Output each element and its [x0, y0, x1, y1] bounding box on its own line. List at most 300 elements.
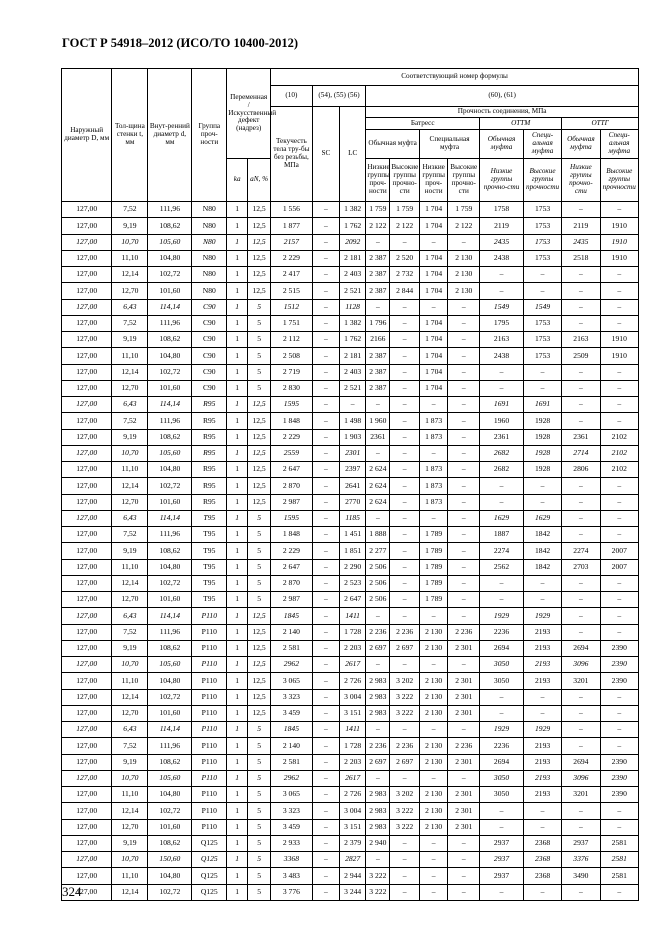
- table-cell: 2 983: [366, 787, 390, 803]
- table-cell: 5: [248, 819, 271, 835]
- table-cell: 2937: [480, 868, 524, 884]
- table-cell: –: [312, 218, 339, 234]
- table-cell: –: [562, 267, 600, 283]
- table-cell: 1842: [523, 543, 561, 559]
- table-cell: 1842: [523, 527, 561, 543]
- table-cell: 127,00: [62, 738, 112, 754]
- table-cell: –: [390, 884, 420, 900]
- table-cell: 2 229: [271, 543, 313, 559]
- table-cell: T95: [192, 527, 227, 543]
- table-cell: –: [600, 494, 638, 510]
- table-cell: 1: [227, 689, 248, 705]
- table-cell: –: [366, 234, 390, 250]
- table-cell: 11,10: [112, 462, 148, 478]
- table-cell: 2 387: [366, 348, 390, 364]
- table-cell: 1691: [523, 397, 561, 413]
- table-cell: 104,80: [148, 348, 192, 364]
- table-cell: 1 759: [448, 202, 480, 218]
- table-cell: 2 387: [366, 267, 390, 283]
- table-cell: –: [312, 348, 339, 364]
- table-cell: –: [600, 689, 638, 705]
- table-cell: 2438: [480, 348, 524, 364]
- table-cell: 127,00: [62, 397, 112, 413]
- table-cell: 2 697: [390, 754, 420, 770]
- table-row: [62, 657, 639, 673]
- table-cell: 5: [248, 543, 271, 559]
- table-cell: 127,00: [62, 640, 112, 656]
- table-cell: –: [562, 527, 600, 543]
- table-cell: 12,5: [248, 250, 271, 266]
- table-cell: 6,43: [112, 299, 148, 315]
- table-cell: 2193: [523, 657, 561, 673]
- table-cell: 1: [227, 624, 248, 640]
- table-cell: 3 222: [390, 689, 420, 705]
- table-cell: 105,60: [148, 657, 192, 673]
- table-cell: –: [600, 202, 638, 218]
- table-cell: 2 387: [366, 380, 390, 396]
- table-cell: 1753: [523, 234, 561, 250]
- table-cell: 1629: [523, 510, 561, 526]
- table-cell: 3 459: [271, 819, 313, 835]
- table-cell: 101,60: [148, 819, 192, 835]
- table-cell: 127,00: [62, 705, 112, 721]
- table-cell: 5: [248, 575, 271, 591]
- group-ottm: ОТТМ: [480, 118, 562, 130]
- table-cell: N80: [192, 202, 227, 218]
- table-row: [62, 478, 639, 494]
- table-cell: 2007: [600, 543, 638, 559]
- table-row: [62, 413, 639, 429]
- table-cell: –: [419, 299, 447, 315]
- table-cell: 1 498: [340, 413, 366, 429]
- table-cell: –: [448, 364, 480, 380]
- table-cell: 2 719: [271, 364, 313, 380]
- table-cell: 1753: [523, 348, 561, 364]
- table-cell: 6,43: [112, 722, 148, 738]
- table-cell: –: [312, 559, 339, 575]
- table-cell: 1: [227, 852, 248, 868]
- table-cell: –: [448, 543, 480, 559]
- table-cell: –: [419, 722, 447, 738]
- table-cell: 2157: [271, 234, 313, 250]
- table-cell: 2 944: [340, 868, 366, 884]
- table-cell: 12,70: [112, 283, 148, 299]
- table-cell: 127,00: [62, 689, 112, 705]
- table-row: [62, 722, 639, 738]
- table-cell: –: [562, 608, 600, 624]
- table-cell: 127,00: [62, 787, 112, 803]
- table-cell: 7,52: [112, 413, 148, 429]
- table-cell: 1629: [480, 510, 524, 526]
- table-cell: 11,10: [112, 868, 148, 884]
- table-cell: 2 130: [419, 705, 447, 721]
- col-lc: LC: [340, 107, 366, 202]
- table-cell: 1 704: [419, 348, 447, 364]
- table-cell: 127,00: [62, 445, 112, 461]
- table-cell: 108,62: [148, 835, 192, 851]
- table-cell: 12,5: [248, 478, 271, 494]
- table-cell: 2368: [523, 868, 561, 884]
- table-cell: 5: [248, 527, 271, 543]
- table-cell: 2 983: [366, 673, 390, 689]
- table-cell: 2 130: [419, 738, 447, 754]
- table-cell: 1 789: [419, 575, 447, 591]
- table-cell: 10,70: [112, 234, 148, 250]
- table-cell: P110: [192, 738, 227, 754]
- table-cell: 2962: [271, 657, 313, 673]
- table-cell: 1910: [600, 348, 638, 364]
- table-cell: 127,00: [62, 770, 112, 786]
- table-cell: 1549: [480, 299, 524, 315]
- table-row: [62, 494, 639, 510]
- table-cell: T95: [192, 592, 227, 608]
- table-cell: 12,14: [112, 267, 148, 283]
- table-cell: 1185: [340, 510, 366, 526]
- table-cell: –: [312, 852, 339, 868]
- table-cell: 3 222: [366, 868, 390, 884]
- table-cell: –: [562, 510, 600, 526]
- table-cell: P110: [192, 689, 227, 705]
- table-cell: 11,10: [112, 673, 148, 689]
- table-cell: –: [448, 527, 480, 543]
- table-cell: 2163: [480, 332, 524, 348]
- table-row: [62, 608, 639, 624]
- table-cell: 2694: [562, 640, 600, 656]
- table-cell: 1753: [523, 218, 561, 234]
- table-cell: 2770: [340, 494, 366, 510]
- table-cell: –: [562, 722, 600, 738]
- table-cell: –: [312, 868, 339, 884]
- table-cell: 12,70: [112, 380, 148, 396]
- table-cell: 1 728: [340, 624, 366, 640]
- table-cell: 2 229: [271, 250, 313, 266]
- table-cell: 114,14: [148, 510, 192, 526]
- table-cell: 1: [227, 559, 248, 575]
- table-cell: 2 181: [340, 348, 366, 364]
- table-cell: 3 065: [271, 787, 313, 803]
- table-cell: 102,72: [148, 689, 192, 705]
- table-cell: –: [390, 527, 420, 543]
- table-cell: 9,19: [112, 218, 148, 234]
- table-cell: –: [523, 803, 561, 819]
- table-cell: 2 521: [340, 283, 366, 299]
- table-cell: 12,5: [248, 673, 271, 689]
- table-cell: 1: [227, 315, 248, 331]
- table-body: [62, 202, 639, 901]
- buttress-regular-coupling: Обычная муфта: [366, 130, 420, 159]
- table-cell: 2 181: [340, 250, 366, 266]
- table-cell: 3 065: [271, 673, 313, 689]
- table-cell: –: [312, 624, 339, 640]
- table-cell: 1: [227, 705, 248, 721]
- table-cell: 2 236: [448, 738, 480, 754]
- table-cell: 1 789: [419, 543, 447, 559]
- table-cell: –: [419, 510, 447, 526]
- table-cell: 9,19: [112, 835, 148, 851]
- table-cell: 12,5: [248, 218, 271, 234]
- table-cell: 5: [248, 803, 271, 819]
- table-cell: –: [312, 722, 339, 738]
- table-cell: –: [419, 445, 447, 461]
- table-cell: 2193: [523, 640, 561, 656]
- table-cell: –: [312, 657, 339, 673]
- table-cell: 12,5: [248, 624, 271, 640]
- table-cell: 1 762: [340, 218, 366, 234]
- table-cell: –: [419, 397, 447, 413]
- table-cell: 1 762: [340, 332, 366, 348]
- table-cell: 5: [248, 852, 271, 868]
- col-an: aN, %: [248, 159, 271, 202]
- table-cell: 2 236: [390, 738, 420, 754]
- table-row: [62, 510, 639, 526]
- table-cell: 1: [227, 592, 248, 608]
- table-cell: 1: [227, 575, 248, 591]
- table-cell: 150,60: [148, 852, 192, 868]
- table-cell: 1: [227, 770, 248, 786]
- table-cell: –: [312, 819, 339, 835]
- table-cell: 104,80: [148, 673, 192, 689]
- table-cell: –: [600, 722, 638, 738]
- table-cell: 101,60: [148, 494, 192, 510]
- table-cell: 1595: [271, 510, 313, 526]
- table-cell: 127,00: [62, 315, 112, 331]
- table-cell: 114,14: [148, 722, 192, 738]
- table-cell: –: [562, 283, 600, 299]
- table-cell: –: [600, 624, 638, 640]
- table-cell: 1929: [523, 722, 561, 738]
- table-cell: 3 151: [340, 705, 366, 721]
- table-cell: 127,00: [62, 332, 112, 348]
- table-row: [62, 543, 639, 559]
- table-cell: 12,5: [248, 413, 271, 429]
- table-cell: 2 290: [340, 559, 366, 575]
- table-row: [62, 267, 639, 283]
- table-cell: 1 704: [419, 267, 447, 283]
- table-cell: –: [312, 705, 339, 721]
- table-cell: 5: [248, 348, 271, 364]
- table-cell: –: [448, 348, 480, 364]
- table-cell: –: [312, 267, 339, 283]
- table-cell: –: [390, 234, 420, 250]
- table-cell: –: [312, 283, 339, 299]
- table-cell: 2193: [523, 754, 561, 770]
- table-cell: 102,72: [148, 575, 192, 591]
- table-cell: P110: [192, 770, 227, 786]
- table-cell: P110: [192, 803, 227, 819]
- table-cell: 2361: [480, 429, 524, 445]
- table-cell: 2937: [562, 835, 600, 851]
- table-cell: 12,5: [248, 202, 271, 218]
- table-cell: –: [480, 705, 524, 721]
- table-cell: 2368: [523, 835, 561, 851]
- table-row: [62, 332, 639, 348]
- table-cell: 2518: [562, 250, 600, 266]
- table-cell: 1595: [271, 397, 313, 413]
- table-cell: 5: [248, 868, 271, 884]
- table-cell: 3490: [562, 868, 600, 884]
- table-row: [62, 380, 639, 396]
- table-cell: –: [448, 608, 480, 624]
- table-cell: 3 004: [340, 689, 366, 705]
- table-cell: 2 844: [390, 283, 420, 299]
- table-cell: 5: [248, 592, 271, 608]
- table-cell: 108,62: [148, 332, 192, 348]
- table-cell: –: [480, 494, 524, 510]
- table-cell: 1 704: [419, 202, 447, 218]
- table-cell: 1: [227, 332, 248, 348]
- table-cell: –: [448, 397, 480, 413]
- table-cell: R95: [192, 494, 227, 510]
- table-cell: 2 130: [419, 689, 447, 705]
- table-cell: 2 697: [366, 754, 390, 770]
- joint-strength: Прочность соединения, МПа: [366, 107, 639, 118]
- table-cell: 12,5: [248, 267, 271, 283]
- table-cell: 5: [248, 835, 271, 851]
- table-cell: R95: [192, 429, 227, 445]
- table-cell: 1 789: [419, 527, 447, 543]
- table-cell: –: [480, 283, 524, 299]
- table-cell: 2581: [600, 852, 638, 868]
- table-cell: –: [448, 413, 480, 429]
- table-cell: 2617: [340, 770, 366, 786]
- table-cell: 1128: [340, 299, 366, 315]
- col-formula-number: Соответствующий номер формулы: [271, 69, 639, 86]
- table-cell: 104,80: [148, 787, 192, 803]
- table-cell: 1: [227, 868, 248, 884]
- table-cell: 1: [227, 510, 248, 526]
- table-cell: 5: [248, 510, 271, 526]
- table-cell: 2361: [562, 429, 600, 445]
- table-cell: –: [366, 770, 390, 786]
- table-cell: –: [312, 640, 339, 656]
- table-cell: –: [312, 202, 339, 218]
- table-cell: –: [600, 575, 638, 591]
- table-cell: N80: [192, 218, 227, 234]
- table-cell: 2 506: [366, 592, 390, 608]
- table-cell: 1753: [523, 332, 561, 348]
- table-cell: –: [390, 543, 420, 559]
- table-cell: 2581: [600, 835, 638, 851]
- table-cell: 2 130: [419, 787, 447, 803]
- table-cell: N80: [192, 283, 227, 299]
- table-cell: 1910: [600, 250, 638, 266]
- table-cell: 6,43: [112, 510, 148, 526]
- table-cell: 2 140: [271, 624, 313, 640]
- table-row: [62, 218, 639, 234]
- table-cell: –: [390, 592, 420, 608]
- buttress-special-high: Высокие группы прочно-сти: [448, 159, 480, 202]
- table-cell: 127,00: [62, 575, 112, 591]
- table-cell: 2435: [562, 234, 600, 250]
- table-cell: 2 203: [340, 640, 366, 656]
- table-cell: 2193: [523, 673, 561, 689]
- table-cell: –: [312, 315, 339, 331]
- table-cell: 1 873: [419, 413, 447, 429]
- table-row: [62, 364, 639, 380]
- table-cell: –: [312, 413, 339, 429]
- table-cell: 1: [227, 608, 248, 624]
- table-cell: –: [448, 234, 480, 250]
- table-cell: 127,00: [62, 234, 112, 250]
- table-cell: 1: [227, 202, 248, 218]
- table-cell: 2 581: [271, 640, 313, 656]
- table-cell: 3 323: [271, 803, 313, 819]
- table-cell: 127,00: [62, 267, 112, 283]
- table-cell: 114,14: [148, 299, 192, 315]
- table-cell: –: [312, 250, 339, 266]
- ottm-high: Высокие группы прочности: [523, 159, 561, 202]
- table-cell: 5: [248, 770, 271, 786]
- table-cell: 114,14: [148, 608, 192, 624]
- table-cell: T95: [192, 559, 227, 575]
- table-cell: 2 112: [271, 332, 313, 348]
- table-cell: –: [523, 478, 561, 494]
- table-cell: 2 647: [271, 559, 313, 575]
- table-cell: C90: [192, 315, 227, 331]
- table-cell: 11,10: [112, 559, 148, 575]
- table-cell: –: [480, 267, 524, 283]
- table-cell: 2193: [523, 624, 561, 640]
- table-cell: 2 301: [448, 689, 480, 705]
- table-cell: 2 983: [366, 689, 390, 705]
- table-row: [62, 575, 639, 591]
- table-cell: 7,52: [112, 527, 148, 543]
- table-cell: 1 451: [340, 527, 366, 543]
- table-cell: 5: [248, 299, 271, 315]
- table-cell: 1512: [271, 299, 313, 315]
- table-cell: 1 382: [340, 315, 366, 331]
- table-cell: –: [600, 592, 638, 608]
- table-cell: 111,96: [148, 738, 192, 754]
- table-cell: 105,60: [148, 770, 192, 786]
- table-cell: 12,14: [112, 575, 148, 591]
- table-cell: 2 732: [390, 267, 420, 283]
- table-cell: –: [390, 299, 420, 315]
- table-cell: –: [419, 835, 447, 851]
- table-cell: 3 244: [340, 884, 366, 900]
- table-cell: 2 236: [448, 624, 480, 640]
- table-cell: 108,62: [148, 640, 192, 656]
- table-cell: R95: [192, 478, 227, 494]
- table-cell: 1691: [480, 397, 524, 413]
- table-cell: 1 877: [271, 218, 313, 234]
- table-cell: 12,5: [248, 397, 271, 413]
- table-cell: –: [523, 283, 561, 299]
- table-cell: –: [366, 722, 390, 738]
- table-cell: 2119: [480, 218, 524, 234]
- table-cell: 9,19: [112, 543, 148, 559]
- table-cell: –: [600, 705, 638, 721]
- table-cell: –: [312, 689, 339, 705]
- table-cell: –: [562, 413, 600, 429]
- table-cell: 3050: [480, 787, 524, 803]
- table-cell: 2 417: [271, 267, 313, 283]
- table-cell: 1: [227, 218, 248, 234]
- table-cell: –: [340, 397, 366, 413]
- table-cell: 127,00: [62, 429, 112, 445]
- table-cell: 3050: [480, 657, 524, 673]
- table-cell: 3 459: [271, 705, 313, 721]
- table-cell: 104,80: [148, 462, 192, 478]
- table-cell: 1: [227, 754, 248, 770]
- col-strength-group: Группа проч-ности: [192, 69, 227, 202]
- table-cell: 10,70: [112, 657, 148, 673]
- table-cell: 3 151: [340, 819, 366, 835]
- table-cell: 1: [227, 884, 248, 900]
- table-cell: –: [523, 592, 561, 608]
- table-cell: 2 379: [340, 835, 366, 851]
- table-cell: 12,70: [112, 494, 148, 510]
